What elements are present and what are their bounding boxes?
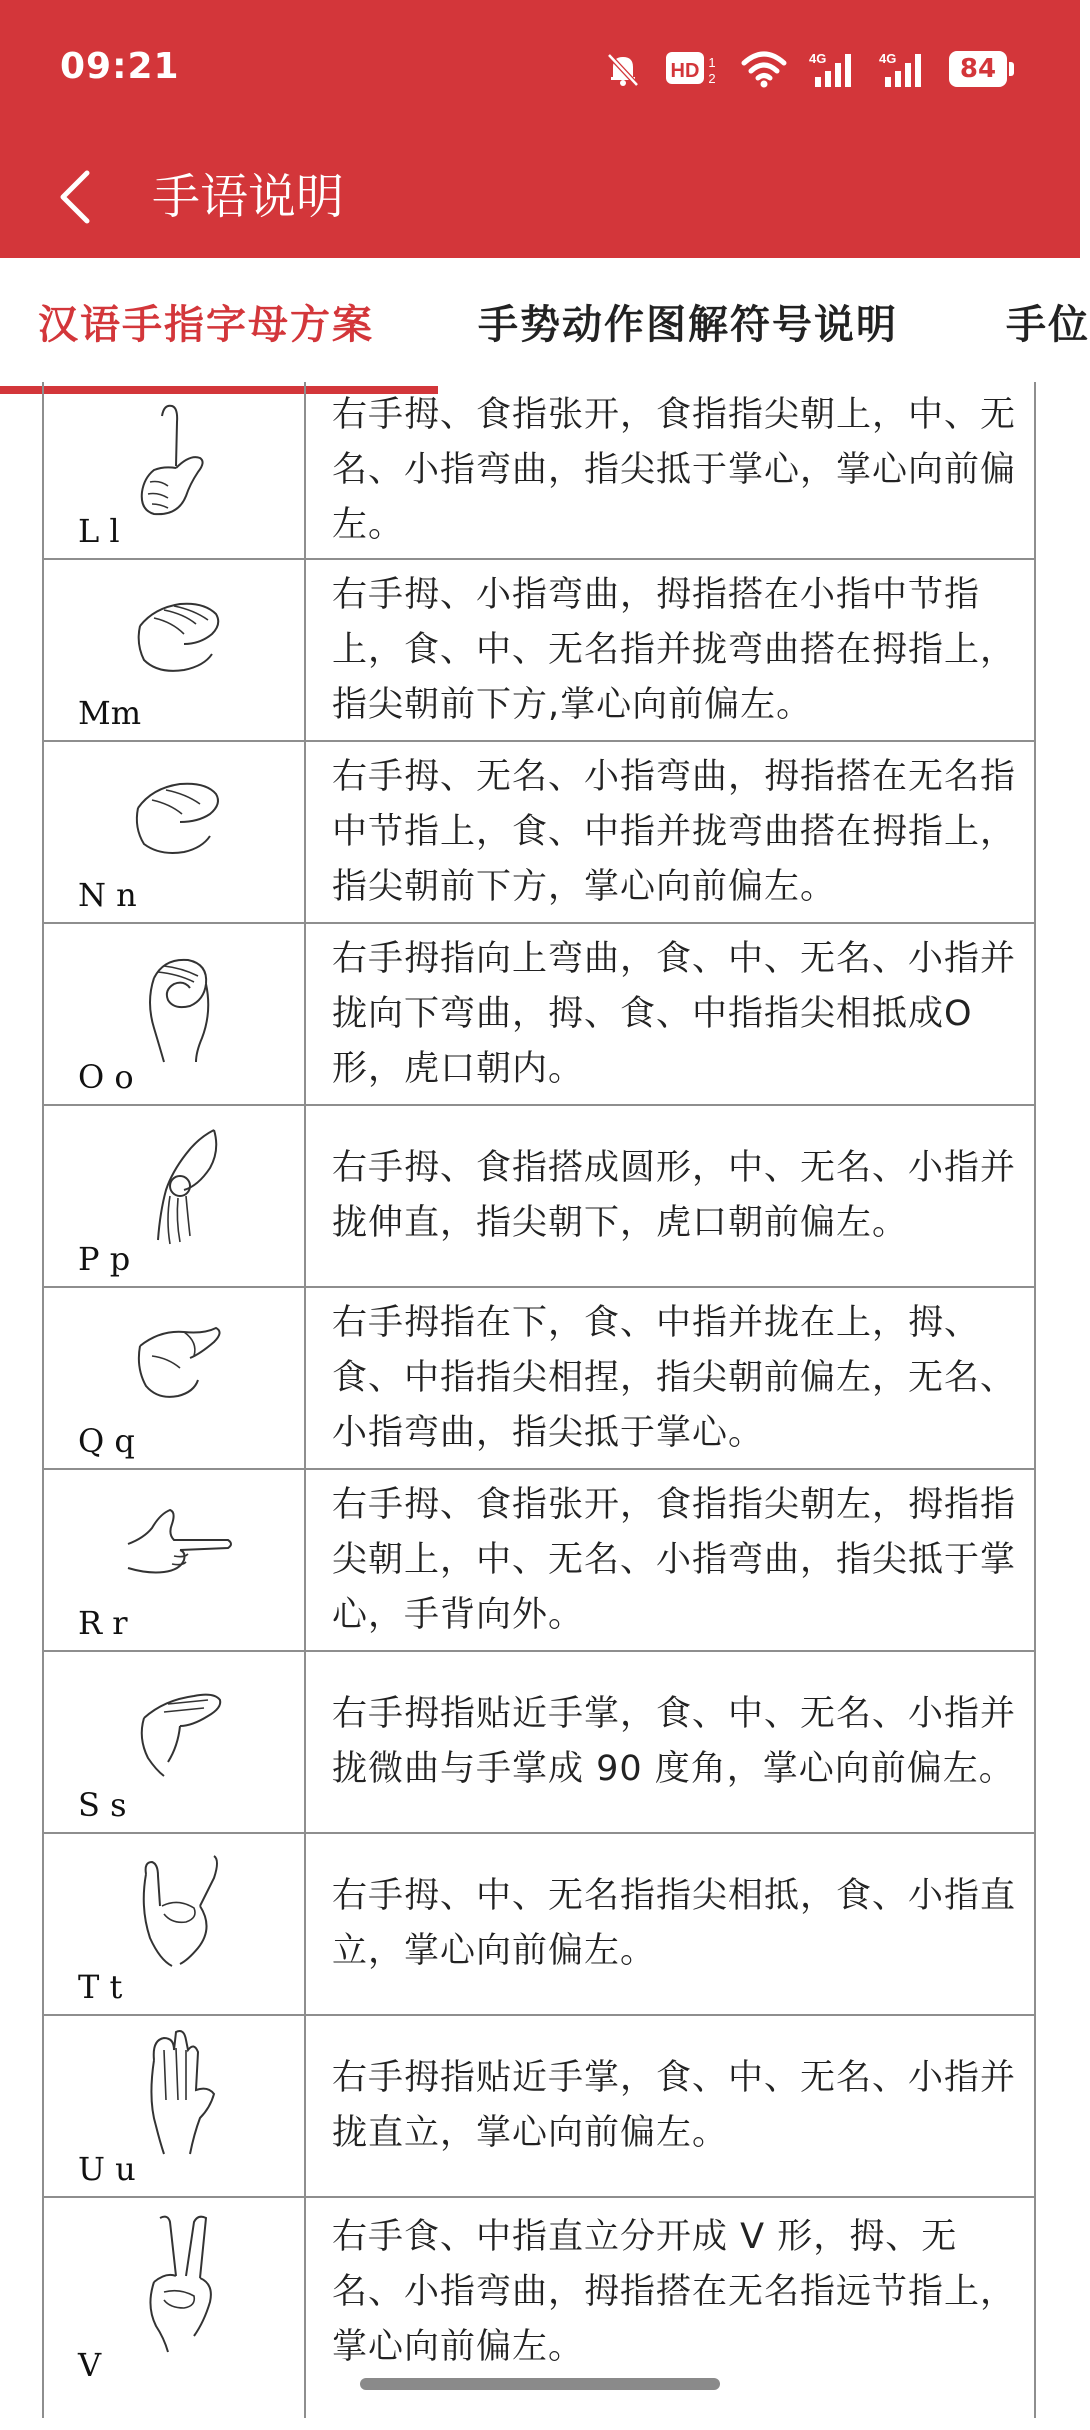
table-row	[42, 1106, 1036, 1288]
letter-label: O o	[78, 1058, 134, 1096]
nav-bar	[0, 140, 1080, 258]
table-row	[42, 1288, 1036, 1470]
letter-label: U u	[78, 2150, 136, 2188]
signal-4g-icon	[809, 49, 857, 89]
table-row	[42, 1470, 1036, 1652]
status-bar	[0, 0, 1080, 140]
hand-image-cell	[44, 1470, 306, 1650]
back-button[interactable]	[40, 162, 110, 232]
tab-bar	[0, 258, 1090, 392]
description-text: 右手拇、食指张开，食指指尖朝上，中、无名、小指弯曲，指尖抵于掌心，掌心向前偏左。	[332, 394, 1017, 545]
hand-sign-t-icon	[124, 1848, 234, 1980]
description-text: 右手拇指向上弯曲，食、中、无名、小指并拢向下弯曲，拇、食、中指指尖相抵成O形，虎口朝内。	[332, 938, 1017, 1089]
letter-label: P p	[78, 1240, 131, 1278]
svg-text:4G: 4G	[809, 51, 827, 66]
tab-gesture-symbols[interactable]: 手势动作图解符号说明	[478, 302, 898, 348]
letter-label: Q q	[78, 1422, 135, 1460]
battery-level: 84	[949, 51, 1007, 87]
hand-sign-p-icon	[124, 1120, 234, 1252]
description-text: 右手拇、中、无名指指尖相抵，食、小指直立，掌心向前偏左。	[332, 1876, 1017, 1971]
hand-image-cell	[44, 2198, 306, 2418]
hand-image-cell	[44, 1834, 306, 2014]
table-row	[42, 2016, 1036, 2198]
description-text: 右手拇指贴近手掌，食、中、无名、小指并拢直立，掌心向前偏左。	[332, 2058, 1017, 2153]
svg-text:1: 1	[708, 55, 716, 70]
hand-image-cell	[44, 560, 306, 740]
table-row	[42, 382, 1036, 560]
letter-label: L l	[78, 512, 120, 550]
battery-icon	[949, 51, 1014, 87]
letter-label: V	[78, 2346, 102, 2384]
description-text: 右手拇、食指张开，食指指尖朝左，拇指指尖朝上，中、无名、小指弯曲，指尖抵于掌心，手背向外。	[332, 1484, 1017, 1635]
app-header	[0, 0, 1080, 258]
hand-image-cell	[44, 1106, 306, 1286]
hand-sign-n-icon	[124, 756, 234, 888]
hand-image-cell	[44, 924, 306, 1104]
letter-label: N n	[78, 876, 137, 914]
svg-text:HD: HD	[670, 60, 700, 82]
letter-label: T t	[78, 1968, 123, 2006]
tab-hand-position[interactable]: 手位	[1006, 302, 1090, 348]
table-row	[42, 560, 1036, 742]
description-text: 右手拇、无名、小指弯曲，拇指搭在无名指中节指上，食、中指并拢弯曲搭在拇指上，指尖朝前下方，掌心向前偏左。	[332, 756, 1017, 907]
table-row	[42, 742, 1036, 924]
hd-call-icon	[665, 49, 719, 89]
description-text: 右手拇指贴近手掌，食、中、无名、小指并拢微曲与手掌成 90 度角，掌心向前偏左。	[332, 1694, 1017, 1789]
hand-sign-v-icon	[124, 2212, 234, 2362]
hand-sign-o-icon	[124, 938, 234, 1070]
letter-label: S s	[78, 1786, 127, 1824]
letter-label: Mm	[78, 694, 142, 732]
hand-image-cell	[44, 2016, 306, 2196]
description-text: 右手拇指在下，食、中指并拢在上，拇、食、中指指尖相捏，指尖朝前偏左，无名、小指弯曲，指尖抵于掌心。	[332, 1302, 1017, 1453]
status-time: 09:21	[60, 46, 180, 87]
alphabet-table	[42, 394, 1038, 2384]
hand-sign-s-icon	[124, 1666, 234, 1798]
tab-pinyin-finger-alphabet[interactable]: 汉语手指字母方案	[38, 302, 374, 348]
description-text: 右手拇、食指搭成圆形，中、无名、小指并拢伸直，指尖朝下，虎口朝前偏左。	[332, 1148, 1017, 1243]
hand-sign-m-icon	[124, 574, 234, 706]
table-row	[42, 924, 1036, 1106]
hand-image-cell	[44, 742, 306, 922]
hand-sign-r-icon	[124, 1484, 234, 1616]
description-text: 右手食、中指直立分开成 V 形，拇、无名、小指弯曲，拇指搭在无名指远节指上，掌心向前偏左。	[332, 2217, 1017, 2367]
letter-label: R r	[78, 1604, 128, 1642]
status-icons	[603, 44, 1014, 94]
table-row	[42, 1834, 1036, 2016]
description-text: 右手拇、小指弯曲，拇指搭在小指中节指上，食、中、无名指并拢弯曲搭在拇指上，指尖朝前下方,掌心向前偏左。	[332, 574, 1017, 725]
hand-image-cell	[44, 1288, 306, 1468]
home-indicator[interactable]	[360, 2378, 720, 2390]
table-row	[42, 1652, 1036, 1834]
page-title: 手语说明	[152, 169, 345, 225]
hand-sign-q-icon	[124, 1302, 234, 1434]
chevron-left-icon	[55, 169, 95, 225]
bell-muted-icon	[603, 49, 643, 89]
hand-image-cell	[44, 382, 306, 558]
hand-sign-u-icon	[124, 2030, 234, 2162]
hand-sign-l-icon	[124, 396, 234, 528]
wifi-icon	[741, 49, 787, 89]
svg-text:4G: 4G	[879, 51, 897, 66]
hand-image-cell	[44, 1652, 306, 1832]
svg-text:2: 2	[708, 71, 716, 86]
signal-4g-icon	[879, 49, 927, 89]
